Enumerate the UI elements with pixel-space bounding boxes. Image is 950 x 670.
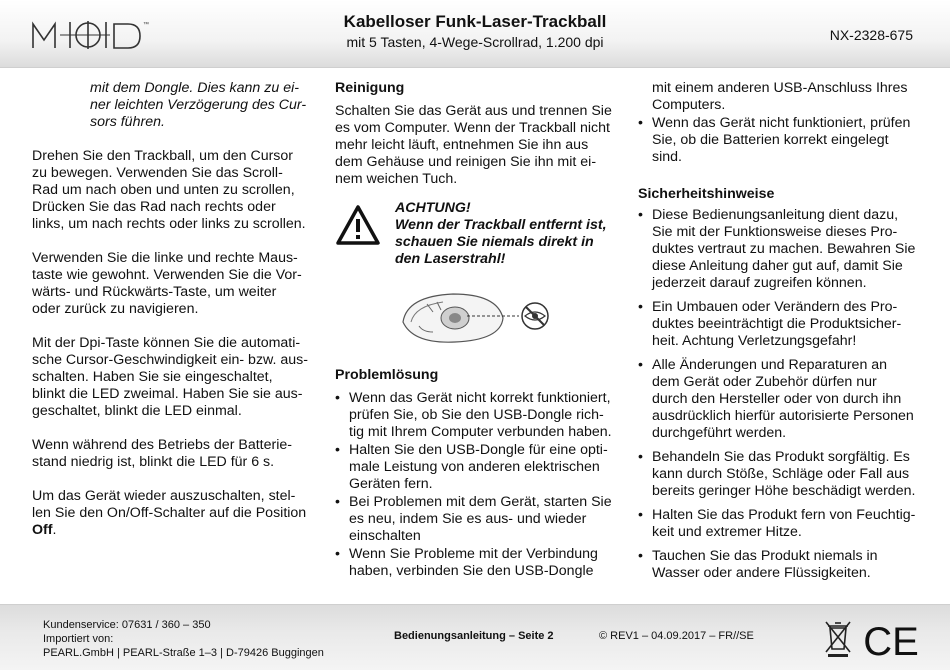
list-item: • Behandeln Sie das Produkt sorgfältig. Es kann durch Stöße, Schläge oder Fall aus bereits geringer Höhe beschädigt werden. [638, 449, 923, 500]
list-item: • Wenn Sie Probleme mit der Verbindung haben, verbinden Sie den USB-Dongle [335, 546, 618, 580]
heading-safety: Sicherheitshinweise [638, 186, 775, 202]
cleaning-text: Schalten Sie das Gerät aus und trennen Sie es vom Computer. Wenn der Trackball nicht mehr leicht läuft, entnehmen Sie ihn aus dem Gehäuse und reinigen Sie ihn mit ei- nem weichen Tuch. [335, 103, 612, 187]
heading-cleaning: Reinigung [335, 80, 405, 96]
product-subtitle: mit 5 Tasten, 4-Wege-Scrollrad, 1.200 dpi [346, 34, 604, 50]
page-header [0, 0, 950, 68]
paragraph-battery: Wenn während des Betriebs der Batterie- stand niedrig ist, blinkt die LED für 6 s. [32, 437, 292, 470]
heading-troubleshooting: Problemlösung [335, 367, 439, 383]
continued-text: mit dem Dongle. Dies kann zu ei- ner leichten Verzögerung des Cur- sors führen. [90, 80, 307, 130]
customer-service: Kundenservice: 07631 / 360 – 350 [43, 619, 211, 631]
trackball-laser-illustration [335, 282, 618, 352]
paragraph-switch-off: Um das Gerät wieder auszuschalten, stel- len Sie den On/Off-Schalter auf die Position Off. [32, 488, 307, 538]
page-number: Bedienungsanleitung – Seite 2 [394, 630, 554, 642]
column-3 [638, 80, 923, 589]
svg-text:™: ™ [143, 22, 149, 28]
warning-text: ACHTUNG! Wenn der Trackball entfernt ist, schauen Sie niemals direkt in den Laserstrahl! [395, 200, 620, 268]
continued-list-item: mit einem anderen USB-Anschluss Ihres Computers. [652, 80, 908, 113]
troubleshooting-list [335, 390, 618, 580]
eye-prohibited-icon [522, 303, 548, 329]
list-item: • Wenn das Gerät nicht funktioniert, prüfen Sie, ob die Batterien korrekt eingelegt sind. [638, 115, 923, 166]
safety-list [638, 207, 923, 582]
weee-crossed-bin-icon [824, 619, 852, 659]
list-item: • Halten Sie das Produkt fern von Feuchtig- keit und extremer Hitze. [638, 507, 923, 541]
list-item: • Bei Problemen mit dem Gerät, starten Sie es neu, indem Sie es aus- und wieder einschalten [335, 494, 618, 545]
column-2 [335, 80, 618, 581]
trackball-device-icon [403, 294, 503, 342]
list-item: • Ein Umbauen oder Verändern des Pro- duktes beeinträchtigt die Produktsicher- heit. Achtung Verletzungsgefahr! [638, 299, 923, 350]
list-item: • Diese Bedienungsanleitung dient dazu, Sie mit der Funktionsweise dieses Pro- duktes vertraut zu machen. Bewahren Sie diese Anleitung daher gut auf, damit Sie jederzeit darauf zugreifen können. [638, 207, 923, 292]
column-1 [32, 80, 315, 556]
mod-logo [30, 18, 170, 52]
ce-mark-icon [862, 621, 920, 659]
off-label: Off [32, 522, 53, 538]
warning-triangle-icon [335, 204, 381, 246]
importer-address: PEARL.GmbH | PEARL-Straße 1–3 | D-79426 Buggingen [43, 647, 324, 659]
warning-title: ACHTUNG! [395, 200, 471, 216]
svg-text:CE: CE [863, 621, 919, 659]
list-item: • Tauchen Sie das Produkt niemals in Wasser oder andere Flüssigkeiten. [638, 548, 923, 582]
page-footer [0, 604, 950, 670]
paragraph-dpi: Mit der Dpi-Taste können Sie die automati- sche Cursor-Geschwindigkeit ein- bzw. aus- schalten. Haben Sie sie eingeschaltet, blinkt die LED zweimal. Haben Sie sie aus- geschaltet, blinkt die LED einmal. [32, 335, 308, 419]
list-item: • Wenn das Gerät nicht korrekt funktioniert, prüfen Sie, ob Sie den USB-Dongle rich- tig mit Ihrem Computer verbunden haben. [335, 390, 618, 441]
revision-info: © REV1 – 04.09.2017 – FR//SE [599, 630, 754, 642]
product-title: Kabelloser Funk-Laser-Trackball [343, 12, 607, 31]
importer-info: Kundenservice: 07631 / 360 – 350 Importiert von: PEARL.GmbH | PEARL-Straße 1–3 | D-79426 Buggingen [43, 619, 324, 659]
paragraph-mouse-buttons: Verwenden Sie die linke und rechte Maus- taste wie gewohnt. Verwenden Sie die Vor- wärts- und Rückwärts-Taste, um weiter oder zurück zu navigieren. [32, 250, 302, 317]
warning-box [335, 200, 618, 280]
paragraph-trackball: Drehen Sie den Trackball, um den Cursor zu bewegen. Verwenden Sie das Scroll- Rad um nach oben und unten zu scrollen, Drücken Sie das Rad nach rechts oder links, um nach rechts oder links zu scrollen. [32, 148, 306, 232]
list-item: • Alle Änderungen und Reparaturen an dem Gerät oder Zubehör dürfen nur durch den Hersteller oder von durch ihn ausdrücklich hierfür autorisierte Personen durchgeführt werden. [638, 357, 923, 442]
list-item: • Halten Sie den USB-Dongle für eine opti- male Leistung von anderen elektrischen Geräten fern. [335, 442, 618, 493]
model-number: NX-2328-675 [829, 27, 913, 43]
